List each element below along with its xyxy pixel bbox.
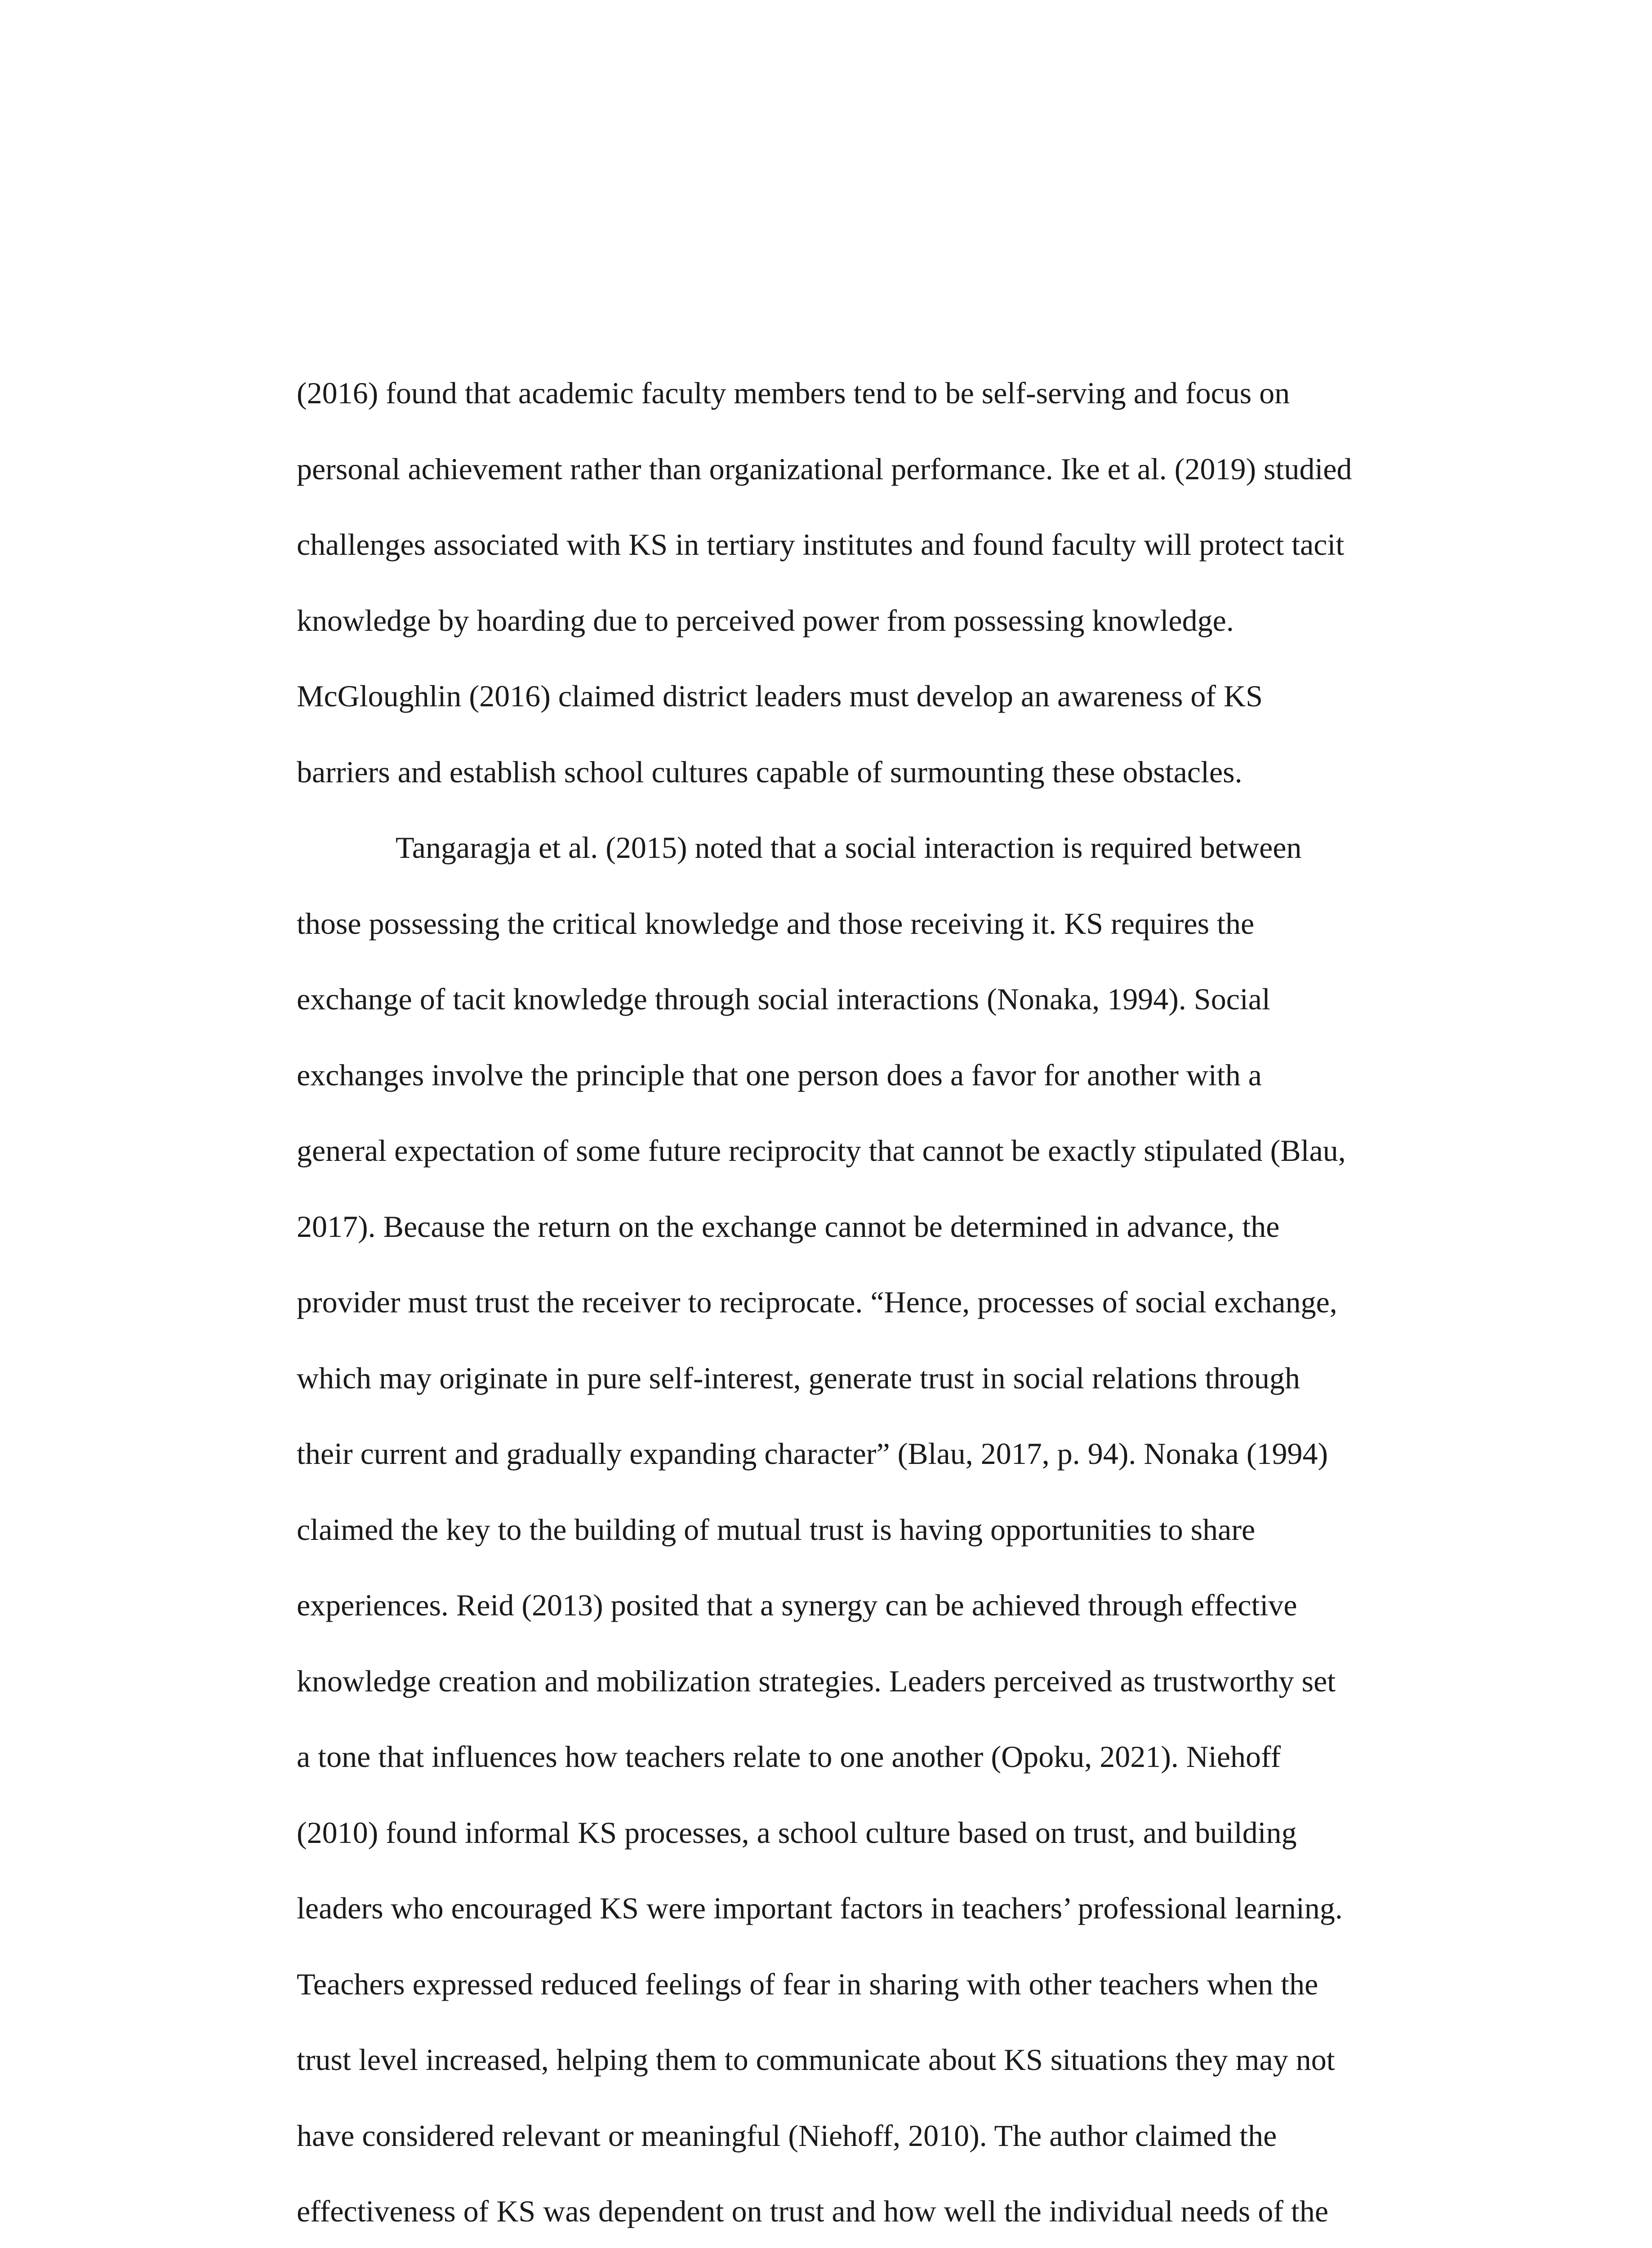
body-text: [297, 355, 1412, 2248]
text-line: (2016) found that academic faculty members tend to be self-serving and focus on: [297, 376, 1290, 410]
text-line: McGloughlin (2016) claimed district leaders must develop an awareness of KS: [297, 679, 1263, 713]
text-line: which may originate in pure self-interest, generate trust in social relations through: [297, 1360, 1300, 1395]
text-line: challenges associated with KS in tertiary institutes and found faculty will protect tacit: [297, 527, 1345, 562]
text-line: personal achievement rather than organizational performance. Ike et al. (2019) studied: [297, 451, 1352, 486]
text-line: exchange of tacit knowledge through social interactions (Nonaka, 1994). Social: [297, 982, 1270, 1016]
text-line: their current and gradually expanding character” (Blau, 2017, p. 94). Nonaka (1994): [297, 1436, 1328, 1471]
text-line: general expectation of some future reciprocity that cannot be exactly stipulated (Blau,: [297, 1133, 1346, 1168]
paragraph-first-line: Tangaragja et al. (2015) noted that a social interaction is required between: [396, 830, 1302, 865]
text-line: those possessing the critical knowledge and those receiving it. KS requires the: [297, 906, 1255, 941]
text-line: provider must trust the receiver to reciprocate. “Hence, processes of social exchange,: [297, 1285, 1337, 1319]
text-line: have considered relevant or meaningful (Niehoff, 2010). The author claimed the: [297, 2118, 1277, 2153]
text-line: leaders who encouraged KS were important factors in teachers’ professional learning.: [297, 1891, 1343, 1925]
text-line: trust level increased, helping them to communicate about KS situations they may not: [297, 2043, 1335, 2077]
text-line: effectiveness of KS was dependent on trust and how well the individual needs of the: [297, 2194, 1329, 2228]
text-line: experiences. Reid (2013) posited that a synergy can be achieved through effective: [297, 1588, 1297, 1622]
text-line: knowledge by hoarding due to perceived power from possessing knowledge.: [297, 603, 1234, 638]
text-line: 2017). Because the return on the exchange cannot be determined in advance, the: [297, 1209, 1280, 1244]
text-line: knowledge creation and mobilization strategies. Leaders perceived as trustworthy set: [297, 1664, 1336, 1698]
text-line: claimed the key to the building of mutual trust is having opportunities to share: [297, 1512, 1256, 1547]
text-line: Teachers expressed reduced feelings of fear in sharing with other teachers when the: [297, 1967, 1318, 2001]
text-line: exchanges involve the principle that one person does a favor for another with a: [297, 1057, 1262, 1092]
text-line: a tone that influences how teachers relate to one another (Opoku, 2021). Niehoff: [297, 1740, 1281, 1774]
text-line: (2010) found informal KS processes, a school culture based on trust, and building: [297, 1815, 1297, 1850]
text-line: barriers and establish school cultures capable of surmounting these obstacles.: [297, 754, 1242, 789]
